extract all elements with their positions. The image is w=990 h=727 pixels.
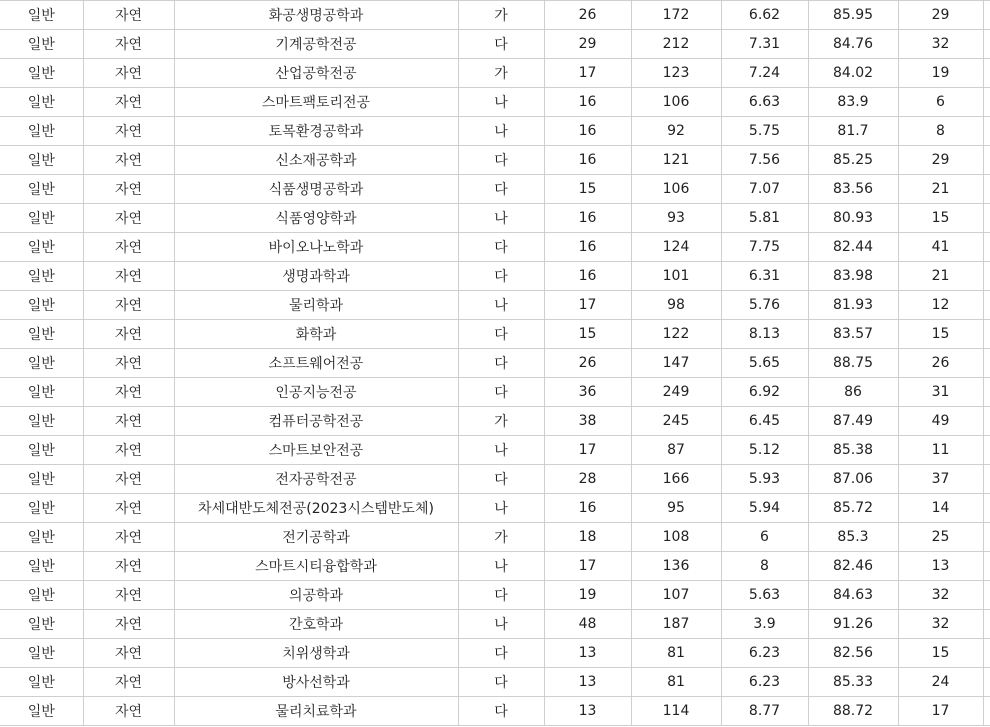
cutoff-score-cell: 85.72 — [808, 494, 898, 523]
waitlist-cell: 32 — [898, 610, 983, 639]
table-row — [0, 204, 990, 233]
quota-cell: 29 — [544, 30, 631, 59]
row-edge-cell — [983, 291, 990, 320]
row-edge-cell — [983, 1, 990, 30]
table-row — [0, 697, 990, 726]
department-cell: 전자공학전공 — [174, 465, 458, 494]
applicants-cell: 249 — [631, 378, 721, 407]
table-row — [0, 523, 990, 552]
group-cell: 가 — [458, 1, 544, 30]
type-cell: 일반 — [0, 610, 83, 639]
track-cell: 자연 — [83, 349, 174, 378]
row-edge-cell — [983, 436, 990, 465]
table-row — [0, 610, 990, 639]
department-cell: 물리학과 — [174, 291, 458, 320]
table-row — [0, 668, 990, 697]
quota-cell: 16 — [544, 117, 631, 146]
type-cell: 일반 — [0, 291, 83, 320]
group-cell: 가 — [458, 407, 544, 436]
waitlist-cell: 24 — [898, 668, 983, 697]
type-cell: 일반 — [0, 378, 83, 407]
cutoff-score-cell: 85.95 — [808, 1, 898, 30]
quota-cell: 48 — [544, 610, 631, 639]
type-cell: 일반 — [0, 117, 83, 146]
row-edge-cell — [983, 581, 990, 610]
row-edge-cell — [983, 262, 990, 291]
type-cell: 일반 — [0, 523, 83, 552]
group-cell: 다 — [458, 30, 544, 59]
applicants-cell: 123 — [631, 59, 721, 88]
type-cell: 일반 — [0, 146, 83, 175]
applicants-cell: 121 — [631, 146, 721, 175]
cutoff-score-cell: 85.25 — [808, 146, 898, 175]
department-cell: 소프트웨어전공 — [174, 349, 458, 378]
track-cell: 자연 — [83, 523, 174, 552]
department-cell: 식품생명공학과 — [174, 175, 458, 204]
waitlist-cell: 8 — [898, 117, 983, 146]
waitlist-cell: 25 — [898, 523, 983, 552]
competition-rate-cell: 7.56 — [721, 146, 808, 175]
cutoff-score-cell: 80.93 — [808, 204, 898, 233]
track-cell: 자연 — [83, 465, 174, 494]
cutoff-score-cell: 86 — [808, 378, 898, 407]
group-cell: 나 — [458, 117, 544, 146]
quota-cell: 16 — [544, 494, 631, 523]
applicants-cell: 172 — [631, 1, 721, 30]
department-cell: 화공생명공학과 — [174, 1, 458, 30]
group-cell: 나 — [458, 291, 544, 320]
type-cell: 일반 — [0, 1, 83, 30]
row-edge-cell — [983, 494, 990, 523]
table-row — [0, 581, 990, 610]
applicants-cell: 106 — [631, 88, 721, 117]
department-cell: 산업공학전공 — [174, 59, 458, 88]
waitlist-cell: 15 — [898, 204, 983, 233]
competition-rate-cell: 5.75 — [721, 117, 808, 146]
quota-cell: 16 — [544, 233, 631, 262]
row-edge-cell — [983, 233, 990, 262]
group-cell: 나 — [458, 494, 544, 523]
waitlist-cell: 41 — [898, 233, 983, 262]
table-row — [0, 291, 990, 320]
quota-cell: 17 — [544, 436, 631, 465]
track-cell: 자연 — [83, 639, 174, 668]
competition-rate-cell: 6.63 — [721, 88, 808, 117]
table-row — [0, 465, 990, 494]
department-cell: 방사선학과 — [174, 668, 458, 697]
group-cell: 다 — [458, 465, 544, 494]
type-cell: 일반 — [0, 262, 83, 291]
quota-cell: 26 — [544, 1, 631, 30]
competition-rate-cell: 5.94 — [721, 494, 808, 523]
waitlist-cell: 11 — [898, 436, 983, 465]
waitlist-cell: 49 — [898, 407, 983, 436]
type-cell: 일반 — [0, 407, 83, 436]
cutoff-score-cell: 84.63 — [808, 581, 898, 610]
table-row — [0, 639, 990, 668]
applicants-cell: 101 — [631, 262, 721, 291]
quota-cell: 26 — [544, 349, 631, 378]
waitlist-cell: 21 — [898, 175, 983, 204]
competition-rate-cell: 7.31 — [721, 30, 808, 59]
quota-cell: 38 — [544, 407, 631, 436]
table-row — [0, 552, 990, 581]
competition-rate-cell: 7.24 — [721, 59, 808, 88]
department-cell: 물리치료학과 — [174, 697, 458, 726]
group-cell: 나 — [458, 204, 544, 233]
table-row — [0, 175, 990, 204]
quota-cell: 28 — [544, 465, 631, 494]
type-cell: 일반 — [0, 581, 83, 610]
quota-cell: 16 — [544, 262, 631, 291]
quota-cell: 16 — [544, 146, 631, 175]
department-cell: 화학과 — [174, 320, 458, 349]
table-row — [0, 320, 990, 349]
group-cell: 다 — [458, 146, 544, 175]
waitlist-cell: 15 — [898, 639, 983, 668]
row-edge-cell — [983, 465, 990, 494]
applicants-cell: 106 — [631, 175, 721, 204]
quota-cell: 17 — [544, 59, 631, 88]
cutoff-score-cell: 84.76 — [808, 30, 898, 59]
cutoff-score-cell: 82.56 — [808, 639, 898, 668]
group-cell: 나 — [458, 88, 544, 117]
waitlist-cell: 13 — [898, 552, 983, 581]
competition-rate-cell: 6.62 — [721, 1, 808, 30]
table-row — [0, 378, 990, 407]
cutoff-score-cell: 83.57 — [808, 320, 898, 349]
row-edge-cell — [983, 88, 990, 117]
group-cell: 다 — [458, 233, 544, 262]
waitlist-cell: 19 — [898, 59, 983, 88]
waitlist-cell: 32 — [898, 581, 983, 610]
cutoff-score-cell: 87.49 — [808, 407, 898, 436]
group-cell: 가 — [458, 523, 544, 552]
waitlist-cell: 15 — [898, 320, 983, 349]
department-cell: 간호학과 — [174, 610, 458, 639]
applicants-cell: 187 — [631, 610, 721, 639]
competition-rate-cell: 5.93 — [721, 465, 808, 494]
table-row — [0, 436, 990, 465]
applicants-cell: 107 — [631, 581, 721, 610]
row-edge-cell — [983, 668, 990, 697]
group-cell: 다 — [458, 349, 544, 378]
type-cell: 일반 — [0, 59, 83, 88]
row-edge-cell — [983, 610, 990, 639]
applicants-cell: 166 — [631, 465, 721, 494]
applicants-cell: 92 — [631, 117, 721, 146]
row-edge-cell — [983, 59, 990, 88]
department-cell: 의공학과 — [174, 581, 458, 610]
track-cell: 자연 — [83, 262, 174, 291]
type-cell: 일반 — [0, 697, 83, 726]
track-cell: 자연 — [83, 233, 174, 262]
table-row — [0, 262, 990, 291]
row-edge-cell — [983, 349, 990, 378]
table-row — [0, 30, 990, 59]
competition-rate-cell: 5.63 — [721, 581, 808, 610]
type-cell: 일반 — [0, 88, 83, 117]
quota-cell: 15 — [544, 175, 631, 204]
quota-cell: 16 — [544, 88, 631, 117]
applicants-cell: 245 — [631, 407, 721, 436]
group-cell: 다 — [458, 320, 544, 349]
track-cell: 자연 — [83, 88, 174, 117]
group-cell: 다 — [458, 639, 544, 668]
applicants-cell: 81 — [631, 639, 721, 668]
applicants-cell: 81 — [631, 668, 721, 697]
row-edge-cell — [983, 320, 990, 349]
quota-cell: 19 — [544, 581, 631, 610]
type-cell: 일반 — [0, 349, 83, 378]
applicants-cell: 122 — [631, 320, 721, 349]
department-cell: 인공지능전공 — [174, 378, 458, 407]
type-cell: 일반 — [0, 175, 83, 204]
waitlist-cell: 6 — [898, 88, 983, 117]
competition-rate-cell: 6 — [721, 523, 808, 552]
row-edge-cell — [983, 146, 990, 175]
quota-cell: 13 — [544, 639, 631, 668]
department-cell: 치위생학과 — [174, 639, 458, 668]
track-cell: 자연 — [83, 552, 174, 581]
competition-rate-cell: 6.23 — [721, 668, 808, 697]
cutoff-score-cell: 84.02 — [808, 59, 898, 88]
type-cell: 일반 — [0, 639, 83, 668]
track-cell: 자연 — [83, 581, 174, 610]
type-cell: 일반 — [0, 320, 83, 349]
group-cell: 다 — [458, 175, 544, 204]
table-row — [0, 349, 990, 378]
track-cell: 자연 — [83, 175, 174, 204]
track-cell: 자연 — [83, 610, 174, 639]
applicants-cell: 95 — [631, 494, 721, 523]
waitlist-cell: 29 — [898, 1, 983, 30]
quota-cell: 13 — [544, 668, 631, 697]
track-cell: 자연 — [83, 204, 174, 233]
competition-rate-cell: 5.65 — [721, 349, 808, 378]
competition-rate-cell: 8.77 — [721, 697, 808, 726]
quota-cell: 13 — [544, 697, 631, 726]
table-row — [0, 407, 990, 436]
table-row — [0, 1, 990, 30]
quota-cell: 16 — [544, 204, 631, 233]
department-cell: 스마트시티융합학과 — [174, 552, 458, 581]
track-cell: 자연 — [83, 436, 174, 465]
type-cell: 일반 — [0, 233, 83, 262]
group-cell: 다 — [458, 262, 544, 291]
waitlist-cell: 17 — [898, 697, 983, 726]
quota-cell: 17 — [544, 552, 631, 581]
applicants-cell: 136 — [631, 552, 721, 581]
waitlist-cell: 12 — [898, 291, 983, 320]
table-row — [0, 494, 990, 523]
competition-rate-cell: 3.9 — [721, 610, 808, 639]
type-cell: 일반 — [0, 436, 83, 465]
quota-cell: 36 — [544, 378, 631, 407]
department-cell: 차세대반도체전공(2023시스템반도체) — [174, 494, 458, 523]
type-cell: 일반 — [0, 668, 83, 697]
table-row — [0, 233, 990, 262]
track-cell: 자연 — [83, 1, 174, 30]
waitlist-cell: 26 — [898, 349, 983, 378]
waitlist-cell: 14 — [898, 494, 983, 523]
department-cell: 신소재공학과 — [174, 146, 458, 175]
department-cell: 전기공학과 — [174, 523, 458, 552]
track-cell: 자연 — [83, 668, 174, 697]
track-cell: 자연 — [83, 291, 174, 320]
row-edge-cell — [983, 407, 990, 436]
cutoff-score-cell: 81.7 — [808, 117, 898, 146]
department-cell: 기계공학전공 — [174, 30, 458, 59]
table-body — [0, 1, 990, 726]
cutoff-score-cell: 83.9 — [808, 88, 898, 117]
track-cell: 자연 — [83, 378, 174, 407]
track-cell: 자연 — [83, 117, 174, 146]
group-cell: 다 — [458, 697, 544, 726]
group-cell: 나 — [458, 610, 544, 639]
cutoff-score-cell: 85.3 — [808, 523, 898, 552]
competition-rate-cell: 6.31 — [721, 262, 808, 291]
row-edge-cell — [983, 30, 990, 59]
cutoff-score-cell: 91.26 — [808, 610, 898, 639]
type-cell: 일반 — [0, 204, 83, 233]
type-cell: 일반 — [0, 552, 83, 581]
track-cell: 자연 — [83, 407, 174, 436]
cutoff-score-cell: 82.46 — [808, 552, 898, 581]
applicants-cell: 108 — [631, 523, 721, 552]
quota-cell: 15 — [544, 320, 631, 349]
quota-cell: 18 — [544, 523, 631, 552]
type-cell: 일반 — [0, 465, 83, 494]
applicants-cell: 87 — [631, 436, 721, 465]
cutoff-score-cell: 83.56 — [808, 175, 898, 204]
competition-rate-cell: 6.45 — [721, 407, 808, 436]
cutoff-score-cell: 88.75 — [808, 349, 898, 378]
competition-rate-cell: 5.81 — [721, 204, 808, 233]
department-cell: 생명과학과 — [174, 262, 458, 291]
department-cell: 식품영양학과 — [174, 204, 458, 233]
group-cell: 나 — [458, 552, 544, 581]
track-cell: 자연 — [83, 146, 174, 175]
row-edge-cell — [983, 523, 990, 552]
applicants-cell: 147 — [631, 349, 721, 378]
department-cell: 스마트팩토리전공 — [174, 88, 458, 117]
competition-rate-cell: 6.23 — [721, 639, 808, 668]
applicants-cell: 212 — [631, 30, 721, 59]
cutoff-score-cell: 85.38 — [808, 436, 898, 465]
department-cell: 바이오나노학과 — [174, 233, 458, 262]
table-row — [0, 146, 990, 175]
waitlist-cell: 37 — [898, 465, 983, 494]
row-edge-cell — [983, 117, 990, 146]
competition-rate-cell: 7.07 — [721, 175, 808, 204]
cutoff-score-cell: 81.93 — [808, 291, 898, 320]
track-cell: 자연 — [83, 697, 174, 726]
department-cell: 토목환경공학과 — [174, 117, 458, 146]
cutoff-score-cell: 87.06 — [808, 465, 898, 494]
row-edge-cell — [983, 204, 990, 233]
department-cell: 컴퓨터공학전공 — [174, 407, 458, 436]
cutoff-score-cell: 82.44 — [808, 233, 898, 262]
applicants-cell: 114 — [631, 697, 721, 726]
competition-rate-cell: 7.75 — [721, 233, 808, 262]
competition-rate-cell: 8 — [721, 552, 808, 581]
competition-rate-cell: 5.76 — [721, 291, 808, 320]
waitlist-cell: 31 — [898, 378, 983, 407]
row-edge-cell — [983, 175, 990, 204]
track-cell: 자연 — [83, 320, 174, 349]
cutoff-score-cell: 88.72 — [808, 697, 898, 726]
track-cell: 자연 — [83, 30, 174, 59]
waitlist-cell: 32 — [898, 30, 983, 59]
competition-rate-cell: 6.92 — [721, 378, 808, 407]
waitlist-cell: 21 — [898, 262, 983, 291]
waitlist-cell: 29 — [898, 146, 983, 175]
type-cell: 일반 — [0, 494, 83, 523]
cutoff-score-cell: 85.33 — [808, 668, 898, 697]
group-cell: 다 — [458, 668, 544, 697]
group-cell: 다 — [458, 378, 544, 407]
department-cell: 스마트보안전공 — [174, 436, 458, 465]
row-edge-cell — [983, 552, 990, 581]
table-row — [0, 88, 990, 117]
table-row — [0, 117, 990, 146]
competition-rate-cell: 8.13 — [721, 320, 808, 349]
track-cell: 자연 — [83, 494, 174, 523]
applicants-cell: 93 — [631, 204, 721, 233]
applicants-cell: 98 — [631, 291, 721, 320]
row-edge-cell — [983, 378, 990, 407]
group-cell: 다 — [458, 581, 544, 610]
applicants-cell: 124 — [631, 233, 721, 262]
row-edge-cell — [983, 639, 990, 668]
cutoff-score-cell: 83.98 — [808, 262, 898, 291]
table-row — [0, 59, 990, 88]
competition-rate-cell: 5.12 — [721, 436, 808, 465]
group-cell: 나 — [458, 436, 544, 465]
quota-cell: 17 — [544, 291, 631, 320]
type-cell: 일반 — [0, 30, 83, 59]
group-cell: 가 — [458, 59, 544, 88]
row-edge-cell — [983, 697, 990, 726]
track-cell: 자연 — [83, 59, 174, 88]
